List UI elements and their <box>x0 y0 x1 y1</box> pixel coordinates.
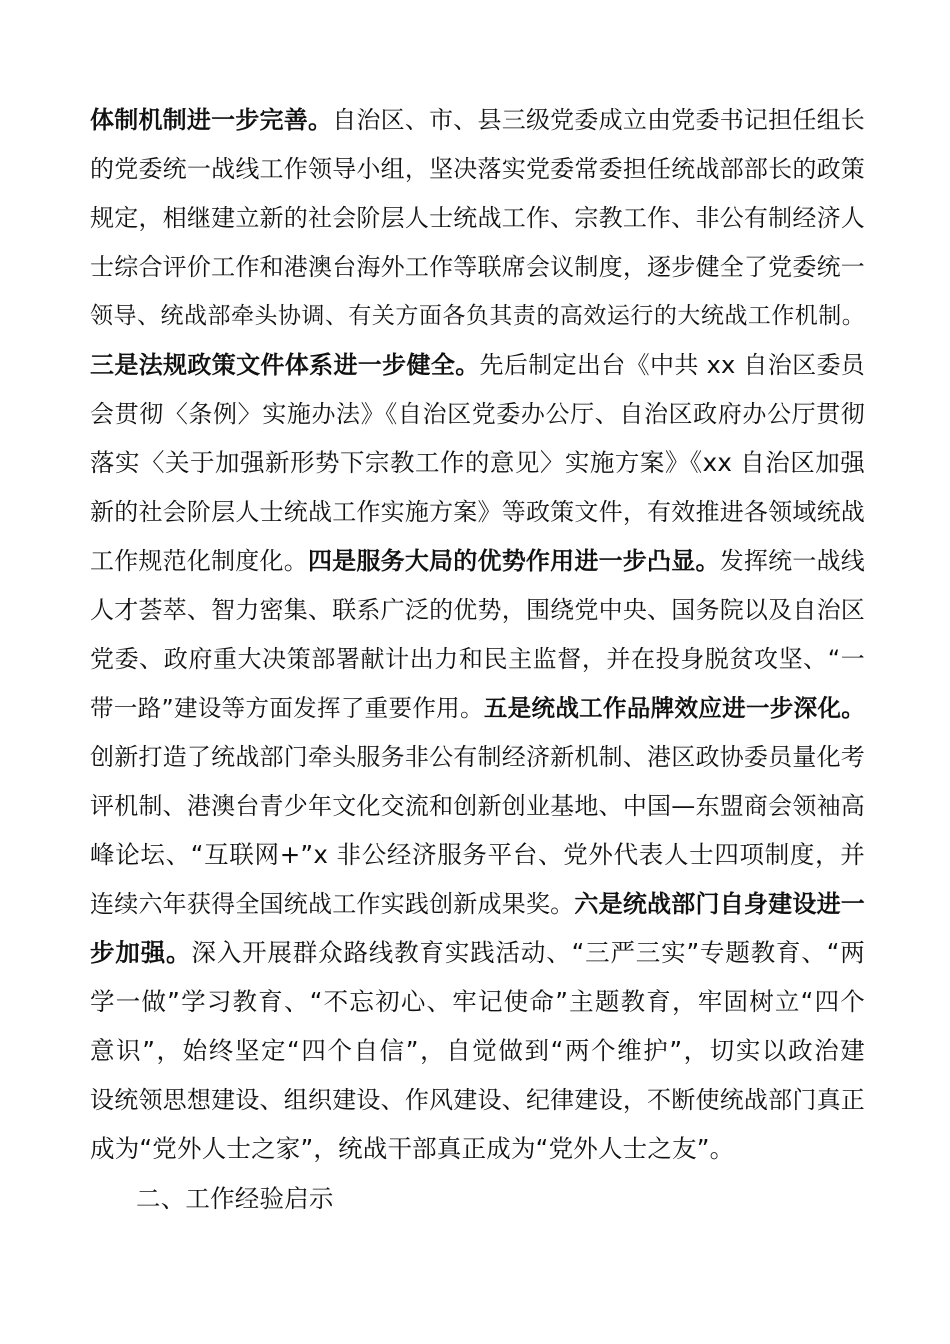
paragraph-line <box>90 839 865 871</box>
bold-lead: 六是统战部门自身建设进一 <box>574 890 866 918</box>
line-text: 党委、政府重大决策部署献计出力和民主监督，并在投身脱贫攻坚、“一 <box>90 645 865 673</box>
bold-lead: 体制机制进一步完善。 <box>90 106 333 134</box>
bold-lead: 五是统战工作品牌效应进一步深化。 <box>483 694 866 722</box>
paragraph-line <box>90 349 865 381</box>
paragraph-line <box>90 1035 865 1067</box>
line-text: 领导、统战部牵头协调、有关方面各负其责的高效运行的大统战工作机制。 <box>90 303 865 329</box>
line-text: 意识”，始终坚定“四个自信”，自觉做到“两个维护”，切实以政治建 <box>90 1036 865 1065</box>
line-text: 带一路”建设等方面发挥了重要作用。 <box>90 694 484 722</box>
line-text: 落实〈关于加强新形势下宗教工作的意见〉实施方案》《xx 自治区加强 <box>90 448 865 477</box>
paragraph-line <box>90 692 865 724</box>
line-text: 成为“党外人士之家”，统战干部真正成为“党外人士之友”。 <box>90 1134 735 1163</box>
paragraph-line <box>90 202 865 234</box>
paragraph-line <box>90 1084 865 1116</box>
paragraph-line <box>90 643 865 675</box>
line-text: 深入开展群众路线教育实践活动、“三严三实”专题教育、“两 <box>191 938 865 967</box>
line-text: 规定，相继建立新的社会阶层人士统战工作、宗教工作、非公有制经济人 <box>90 204 865 232</box>
paragraph-line <box>90 398 865 430</box>
paragraph-line <box>90 496 865 528</box>
line-text: 的党委统一战线工作领导小组，坚决落实党委常委担任统战部部长的政策 <box>90 155 865 183</box>
paragraph-line <box>90 545 865 577</box>
line-text: 发挥统一战线 <box>719 547 865 575</box>
line-text: 人才荟萃、智力密集、联系广泛的优势，围绕党中央、国务院以及自治区 <box>90 596 865 624</box>
line-text: 士综合评价工作和港澳台海外工作等联席会议制度，逐步健全了党委统一 <box>90 253 865 281</box>
line-text: 新的社会阶层人士统战工作实施方案》等政策文件，有效推进各领域统战 <box>90 498 865 526</box>
paragraph-line <box>90 986 865 1018</box>
line-text: 先后制定出台《中共 xx 自治区委员 <box>479 351 866 379</box>
line-text: 设统领思想建设、组织建设、作风建设、纪律建设，不断使统战部门真正 <box>90 1086 865 1114</box>
paragraph-line <box>90 594 865 626</box>
line-text: 工作规范化制度化。 <box>90 547 308 575</box>
paragraph-line <box>90 790 865 822</box>
paragraph-line <box>90 741 865 773</box>
line-text: 自治区、市、县三级党委成立由党委书记担任组长 <box>332 106 866 134</box>
line-text: 创新打造了统战部门牵头服务非公有制经济新机制、港区政协委员量化考 <box>90 743 865 771</box>
line-text: 会贯彻〈条例〉实施办法》《自治区党委办公厅、自治区政府办公厅贯彻 <box>90 400 865 428</box>
section-heading: 二、工作经验启示 <box>136 1184 334 1213</box>
bold-lead: 步加强。 <box>90 938 192 967</box>
paragraph-line <box>90 937 865 969</box>
paragraph-line <box>90 104 865 136</box>
paragraph-line <box>90 251 865 283</box>
paragraph-line <box>90 888 865 920</box>
line-text: 峰论坛、“互联网+”x 非公经济服务平台、党外代表人士四项制度，并 <box>90 840 865 869</box>
paragraph-line <box>90 1133 865 1165</box>
paragraph-line <box>90 447 865 479</box>
bold-lead: 四是服务大局的优势作用进一步凸显。 <box>307 547 720 575</box>
line-text: 评机制、港澳台青少年文化交流和创新创业基地、中国—东盟商会领袖高 <box>90 792 865 820</box>
bold-lead: 三是法规政策文件体系进一步健全。 <box>90 351 480 379</box>
line-text: 连续六年获得全国统战工作实践创新成果奖。 <box>90 890 575 918</box>
paragraph-line <box>90 300 865 332</box>
line-text: 学一做”学习教育、“不忘初心、牢记使命”主题教育，牢固树立“四个 <box>90 987 865 1016</box>
paragraph-line <box>90 153 865 185</box>
